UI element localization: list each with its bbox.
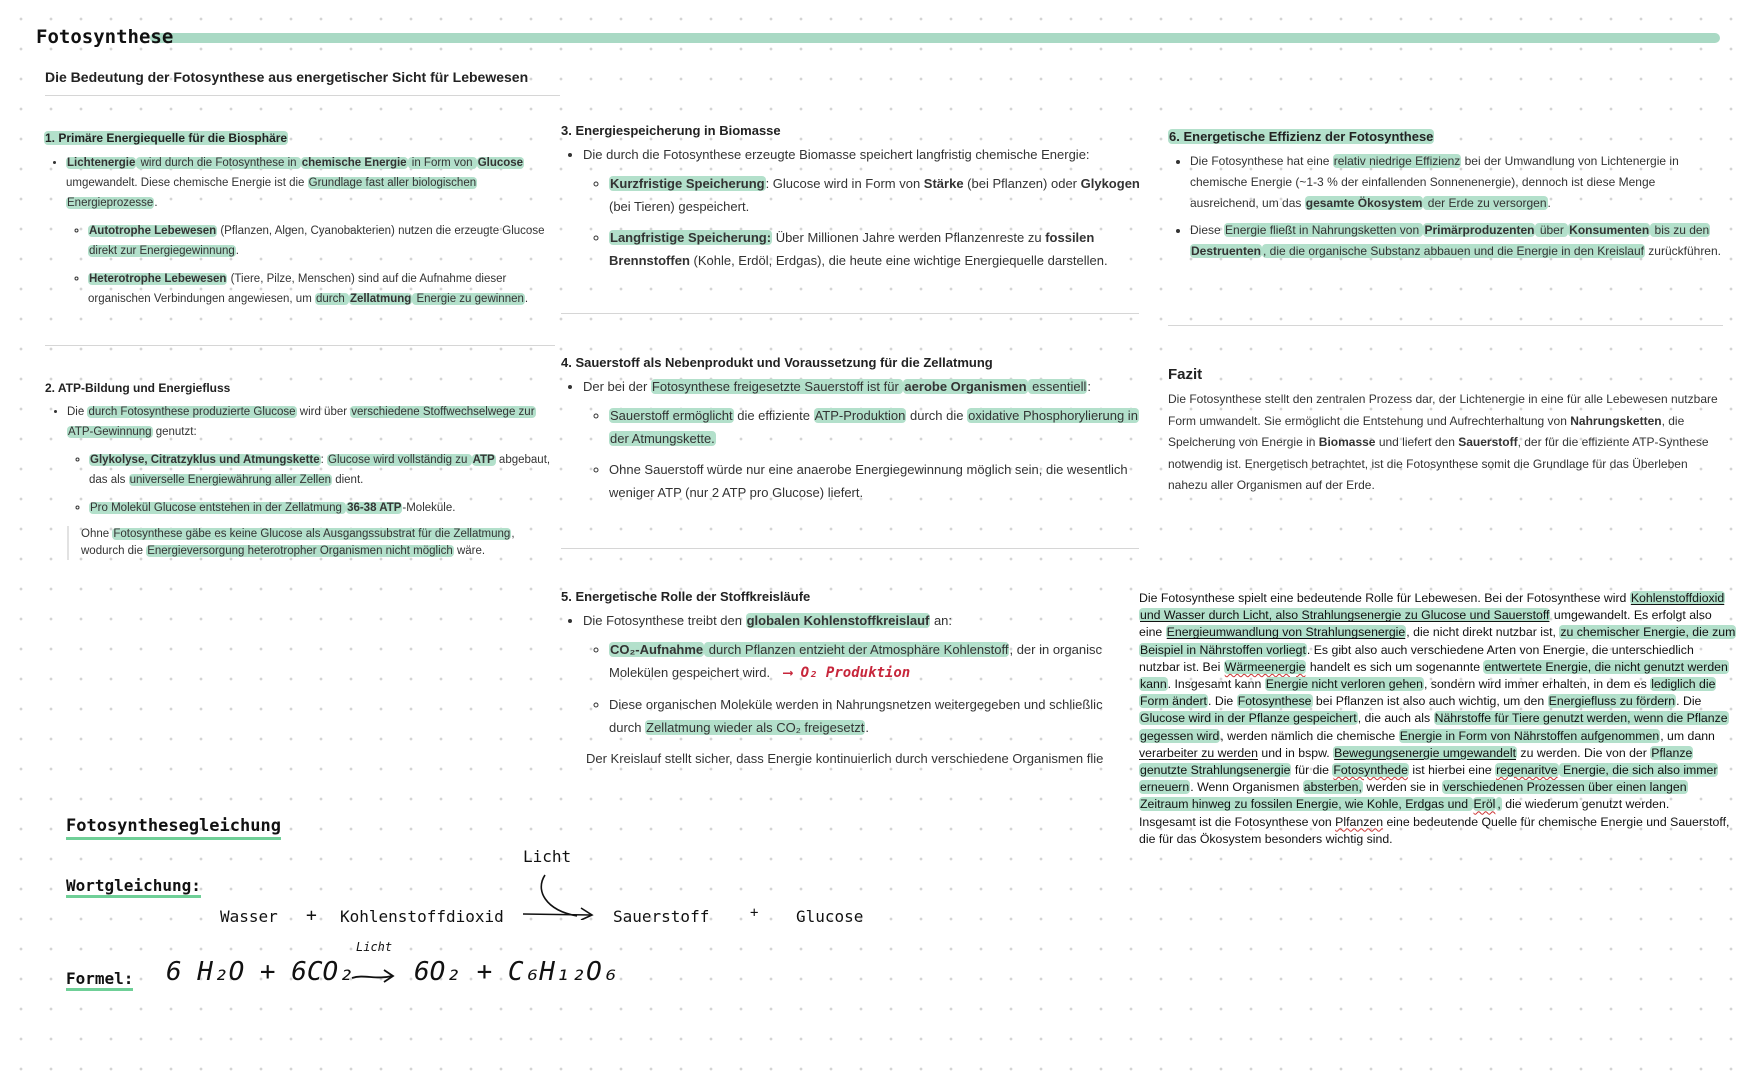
word-sauerstoff: Sauerstoff xyxy=(613,907,710,926)
section-3 xyxy=(561,123,1141,280)
red-annotation-o2: ⟶ O₂ Produktion xyxy=(783,665,911,681)
subtitle-divider xyxy=(45,95,560,96)
section-2-sub-glykolyse: ◦ Glykolyse, Citratzyklus und Atmungskette: Glucose wird vollständig zu ATP abgebaut, das als universelle Energiewährung aller Zellen dient. xyxy=(89,450,555,490)
section-4 xyxy=(561,355,1141,512)
section-3-sub-langfristig: ◦ Langfristige Speicherung: Über Millionen Jahre werden Pflanzenreste zu fossilen Brennstoffen (Kohle, Erdöl, Erdgas), die heute eine wichtige Energiequelle darstellen. xyxy=(609,226,1141,272)
section-2-sub-atp: ◦ Pro Molekül Glucose entstehen in der Zellatmung 36-38 ATP-Moleküle. xyxy=(89,498,555,518)
light-arrow-line xyxy=(523,914,591,915)
section-6 xyxy=(1168,129,1723,262)
section-4-sub-sauerstoff: ◦ Sauerstoff ermöglicht die effiziente ATP-Produktion durch die oxidative Phosphorylierung in der Atmungskette. xyxy=(609,404,1141,450)
title-banner xyxy=(150,33,1720,43)
fazit-text: Die Fotosynthese stellt den zentralen Prozess dar, der Lichtenergie in eine für alle Lebewesen nutzbare Form umwandelt. Sie ermöglicht die Entstehung und Aufrechterhaltung von Nahrungsketten, die Speicherung von Energie in Biomasse und liefert den Sauerstoff, der für die effiziente ATP-Synthese notwendig ist. Energetisch betrachtet, ist die Fotosynthese somit die Grundlage für das Überleben nahezu aller Organismen auf der Erde. xyxy=(1168,392,1718,492)
section-2-title: 2. ATP-Bildung und Energiefluss xyxy=(45,381,231,395)
section-3-divider xyxy=(561,313,1139,314)
section-4-title: 4. Sauerstoff als Nebenprodukt und Voraussetzung für die Zellatmung xyxy=(561,355,993,370)
section-1-divider xyxy=(45,345,555,346)
section-1-sub-heterotroph: ◦ Heterotrophe Lebewesen (Tiere, Pilze, Menschen) sind auf die Aufnahme dieser organischen Verbindungen angewiesen, um durch Zellatmung Energie zu gewinnen. xyxy=(88,269,554,309)
light-arrow-head xyxy=(581,908,592,920)
section-5 xyxy=(561,589,1111,770)
section-3-bullet: • Die durch die Fotosynthese erzeugte Biomasse speichert langfristig chemische Energie: ◦ Kurzfristige Speicherung: Glucose wird in Form von Stärke (bei Pflanzen) oder Glykogen (bei Tieren) gespeichert. ◦ Langfristige Speicherung: Über Millionen Jahre werden Pflanzenreste zu fossilen Brennstoffen (Kohle, Erdöl, Erdgas), die heute eine wichtige Energiequelle darstellen. xyxy=(583,143,1141,272)
section-1-bullet: • Lichtenergie wird durch die Fotosynthese in chemische Energie in Form von Glucose umgewandelt. Diese chemische Energie ist die Grundlage fast aller biologischen Energieprozesse. ◦ Autotrophe Lebewesen (Pflanzen, Algen, Cyanobakterien) nutzen die erzeugte Glucose direkt zur Energiegewinnung. ◦ Heterotrophe Lebewesen (Tiere, Pilze, Menschen) sind auf die Aufnahme dieser organischen Verbindungen angewiesen, um durch Zellatmung Energie zu gewinnen. xyxy=(66,153,554,309)
section-5-closing: Der Kreislauf stellt sicher, dass Energie kontinuierlich durch verschiedene Organismen flie xyxy=(586,751,1104,766)
section-2-quote: Ohne Fotosynthese gäbe es keine Glucose als Ausgangssubstrat für die Zellatmung, wodurch die Energieversorgung heterotropher Organismen nicht möglich wäre. xyxy=(67,526,555,560)
section-2 xyxy=(45,381,555,560)
licht-label: Licht xyxy=(523,847,572,866)
section-4-sub-anaerob: ◦ Ohne Sauerstoff würde nur eine anaerobe Energiegewinnung möglich sein, die wesentlich weniger ATP (nur 2 ATP pro Glucose) liefert. xyxy=(609,458,1141,504)
section-1-title: 1. Primäre Energiequelle für die Biosphäre xyxy=(45,131,288,145)
fazit xyxy=(1168,366,1718,497)
section-3-title: 3. Energiespeicherung in Biomasse xyxy=(561,123,781,138)
section-5-bullet: • Die Fotosynthese treibt den globalen Kohlenstoffkreislauf an: ◦ CO₂-Aufnahme durch Pflanzen entzieht der Atmosphäre Kohlenstoff, der in organisc Molekülen gespeichert wird. ⟶ O₂ Produktion ◦ Diese organischen Moleküle werden in Nahrungsnetzen weitergegeben und schließlic durch Zellatmung wieder als CO₂ freigesetzt. xyxy=(583,609,1111,739)
section-6-title: 6. Energetische Effizienz der Fotosynthese xyxy=(1169,129,1434,144)
section-4-divider xyxy=(561,548,1139,549)
formula-label: Formel: xyxy=(66,969,133,991)
page-title: Fotosynthese xyxy=(36,26,174,48)
formula-licht-small: Licht xyxy=(356,940,393,954)
formula-left: 6 H₂O + 6CO₂ xyxy=(166,957,354,987)
equation-title: Fotosynthesegleichung xyxy=(66,816,281,840)
section-5-title: 5. Energetische Rolle der Stoffkreisläufe xyxy=(561,589,811,604)
word-plus-1: + xyxy=(306,905,317,926)
section-3-sub-kurzfristig: ◦ Kurzfristige Speicherung: Glucose wird in Form von Stärke (bei Pflanzen) oder Glykogen (bei Tieren) gespeichert. xyxy=(609,172,1141,218)
formula-right: 6O₂ + C₆H₁₂O₆ xyxy=(414,957,618,987)
page-subtitle: Die Bedeutung der Fotosynthese aus energetischer Sicht für Lebewesen xyxy=(45,69,529,85)
word-wasser: Wasser xyxy=(220,907,278,926)
section-6-bullet-energy-flow: • Diese Energie fließt in Nahrungsketten von Primärproduzenten über Konsumenten bis zu den Destruenten , die die organische Substanz abbauen und die Energie in den Kreislauf zurückführen. xyxy=(1190,220,1723,262)
light-arrow-curve xyxy=(541,875,577,916)
section-6-divider xyxy=(1168,325,1723,326)
word-glucose: Glucose xyxy=(796,907,864,926)
section-4-bullet: • Der bei der Fotosynthese freigesetzte Sauerstoff ist für aerobe Organismen essentiell: ◦ Sauerstoff ermöglicht die effiziente ATP-Produktion durch die oxidative Phosphorylierung in der Atmungskette. ◦ Ohne Sauerstoff würde nur eine anaerobe Energiegewinnung möglich sein, die wesentlich weniger ATP (nur 2 ATP pro Glucose) liefert. xyxy=(583,375,1141,504)
section-5-sub-zellatmung: ◦ Diese organischen Moleküle werden in Nahrungsnetzen weitergegeben und schließlic durch Zellatmung wieder als CO₂ freigesetzt. xyxy=(609,693,1111,739)
section-1 xyxy=(44,131,554,317)
section-1-sub-autotroph: ◦ Autotrophe Lebewesen (Pflanzen, Algen, Cyanobakterien) nutzen die erzeugte Glucose direkt zur Energiegewinnung. xyxy=(88,221,554,261)
formula-arrow xyxy=(350,966,396,986)
section-6-bullet-efficiency: • Die Fotosynthese hat eine relativ niedrige Effizienz bei der Umwandlung von Lichtenergie in chemische Energie (~1-3 % der einfallenden Sonnenenergie), dennoch ist diese Menge ausreichend, um das gesamte Ökosystem der Erde zu versorgen. xyxy=(1190,151,1723,214)
section-5-sub-co2: ◦ CO₂-Aufnahme durch Pflanzen entzieht der Atmosphäre Kohlenstoff, der in organisc Molekülen gespeichert wird. ⟶ O₂ Produktion xyxy=(609,638,1111,685)
word-equation-label: Wortgleichung: xyxy=(66,876,201,898)
formula-arrow-line xyxy=(352,976,392,978)
essay-text: Die Fotosynthese spielt eine bedeutende Rolle für Lebewesen. Bei der Fotosynthese wird Kohlenstoffdioxid und Wasser durch Licht, also Strahlungsenergie zu Glucose und Sauerstoff umgewandelt. Es erfolgt also eine Energieumwandlung von Strahlungsenergie, die nicht direkt nutzbar ist, zu chemischer Energie, die zum Beispiel in Nährstoffen vorliegt. Es gibt also auch verschiedene Arten von Energie, die unterschiedlich nutzbar ist. Bei Wärmeenergie handelt es sich um sogenannte entwertete Energie, die nicht genutzt werden kann. Insgesamt kann Energie nicht verloren gehen, sondern wird immer erhalten, in dem es lediglich die Form ändert. Die Fotosynthese bei Pflanzen ist also auch wichtig, um den Energiefluss zu fördern. Die Glucose wird in der Pflanze gespeichert, die auch als Nährstoffe für Tiere genutzt werden, wenn die Pflanze gegessen wird, werden nämlich die chemische Energie in Form von Nährstoffen aufgenommen, um dann verarbeiter zu werden und in bspw. Bewegungsenergie umgewandelt zu werden. Die von der Pflanze genutzte Strahlungsenergie für die Fotosynthede ist hierbei eine regenaritve Energie, die sich also immer erneuern. Wenn Organismen absterben, werden sie in verschiedenen Prozessen über einen langen Zeitraum hinweg zu fossilen Energie, wie Kohle, Erdgas und Eröl , die wiederum genutzt werden. Insgesamt ist die Fotosynthese von Plfanzen eine bedeutende Quelle für chemische Energie und Sauerstoff, die für das Ökosystem besonders wichtig sind. xyxy=(1139,591,1736,846)
section-2-bullet: • Die durch Fotosynthese produzierte Glucose wird über verschiedene Stoffwechselwege zur ATP-Gewinnung genutzt: ◦ Glykolyse, Citratzyklus und Atmungskette: Glucose wird vollständig zu ATP abgebaut, das als universelle Energiewährung aller Zellen dient. ◦ Pro Molekül Glucose entstehen in der Zellatmung 36-38 ATP-Moleküle. xyxy=(67,402,555,518)
fazit-title: Fazit xyxy=(1168,366,1203,383)
light-arrow xyxy=(515,870,595,920)
word-kohlenstoffdioxid: Kohlenstoffdioxid xyxy=(340,907,504,926)
word-plus-2: + xyxy=(750,905,759,921)
